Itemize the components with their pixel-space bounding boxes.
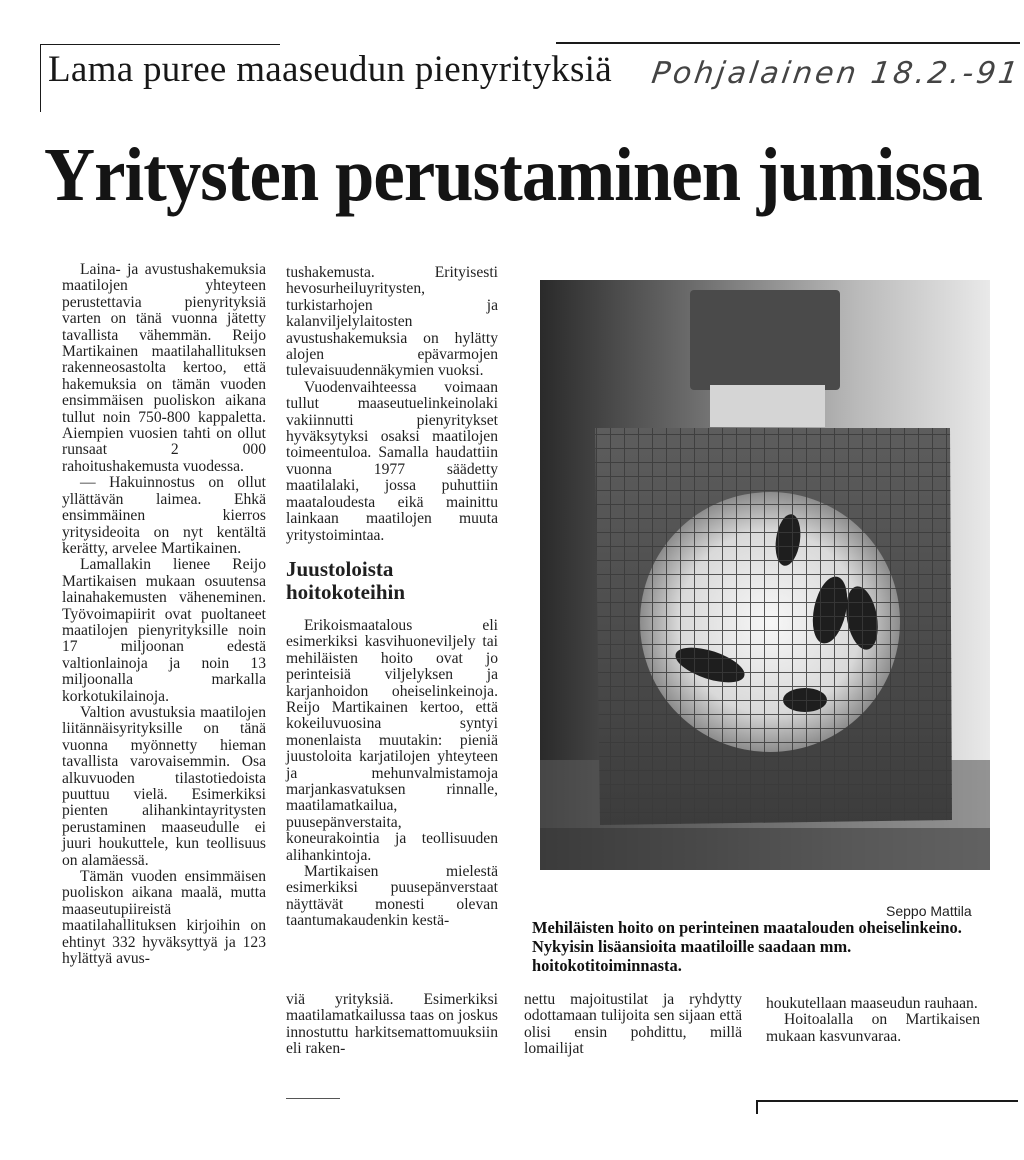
paragraph: Lamallakin lienee Reijo Martikaisen mukaan osuutensa lainahakemusten väheneminen. Työvoimapiirit ovat puoltaneet maatilojen pienyrityksille noin 17 miljoonan edestä valtionlainoja ja noin 13 miljoonalla markalla korkotukilainoja.	[62, 556, 266, 705]
beehive-photo	[540, 280, 990, 870]
body-column-3	[524, 992, 742, 1058]
paragraph: Martikaisen mielestä esimerkiksi puusepänverstaat näyttävät monesti olevan taantumakaudenkin kestä-	[286, 863, 498, 930]
photo-credit: Seppo Mattila	[886, 903, 972, 919]
paragraph: Hoitoalalla on Martikaisen mukaan kasvunvaraa.	[766, 1011, 980, 1045]
photo-caption: Mehiläisten hoito on perinteinen maatalouden oheiselinkeino. Nykyisin lisäansioita maatiloille saadaan mm. hoitokotitoiminnasta.	[532, 918, 962, 975]
top-rule-left	[40, 44, 280, 45]
paragraph: tushakemusta. Erityisesti hevosurheiluyritysten, turkistarhojen ja kalanviljelylaitosten avustushakemuksia on hylätty alojen epävarmojen tulevaisuudennäkymien vuoksi.	[286, 264, 498, 380]
photo-illustration	[540, 280, 990, 870]
left-margin-rule	[40, 44, 41, 112]
article-headline: Yritysten perustaminen jumissa	[44, 133, 983, 217]
paragraph: Laina- ja avustushakemuksia maatilojen yhteyteen perustettavia pienyrityksiä varten on tänä vuonna jätetty tavallista vähemmän. Reijo Martikainen maatilahallituksen rakenneosastolta kertoo, että hakemuksia on tämän vuoden ensimmäisen puoliskon aikana tullut noin 750-800 kappaletta. Aiempien vuosien tahti on ollut runsaat 2 000 rahoitushakemusta vuodessa.	[62, 261, 266, 475]
bottom-right-rule	[756, 1100, 1018, 1102]
paragraph: viä yrityksiä. Esimerkiksi maatilamatkailussa taas on joskus innostuttu harkitsemattomuuksiin eli raken-	[286, 991, 498, 1058]
paragraph: Valtion avustuksia maatilojen liitännäisyrityksille on tänä vuonna myönnetty hieman tavallista varovaisemmin. Osa alkuvuoden tilastotiedoista puuttuu vielä. Esimerkiksi pienten alihankintayritysten perustaminen maaseudulle ei juuri houkuttele, kun teollisuus on alamäessä.	[62, 703, 266, 869]
paragraph: Vuodenvaihteessa voimaan tullut maaseutuelinkeinolaki vakiinnutti pienyritykset hyväksytyksi osaksi maatilojen toimeentuloa. Samalla haudattiin vuonna 1977 säädetty maatilalaki, jossa puhuttiin maataloudesta eikä mainittu lainkaan maatilojen muuta yritystoimintaa.	[286, 378, 498, 544]
paragraph: houkutellaan maaseudun rauhaan.	[766, 995, 978, 1012]
handwritten-source-note: Pohjalainen 18.2.-91	[649, 56, 1024, 91]
body-column-4	[766, 996, 980, 1045]
article-kicker: Lama puree maaseudun pienyrityksiä	[48, 49, 612, 90]
body-column-2-continued	[286, 992, 498, 1058]
paragraph: — Hakuinnostus on ollut yllättävän laimea. Ehkä ensimmäinen kierros yritysideoita on nyt kentältä kerätty, arvelee Martikainen.	[62, 474, 266, 557]
sub-heading: Juustoloista hoitokoteihin	[286, 556, 406, 604]
bottom-right-tick	[756, 1100, 758, 1114]
body-column-2	[286, 265, 498, 930]
paragraph: nettu majoitustilat ja ryhdytty odottamaan tulijoita sen sijaan että olisi ensin pohdittu, millä lomailijat	[524, 991, 742, 1058]
top-rule-right	[556, 42, 1020, 44]
paragraph: Tämän vuoden ensimmäisen puoliskon aikana maalä, mutta maaseutupiireistä maatilahallituksen kirjoihin on ehtinyt 332 hyväksyttyä ja 123 hylättyä avus-	[62, 868, 266, 968]
column-end-dash	[286, 1098, 340, 1099]
body-column-1	[62, 262, 266, 967]
paragraph: Erikoismaatalous eli esimerkiksi kasvihuoneviljely tai mehiläisten hoito ovat jo perinteisiä viljelyksen ja karjanhoidon oheiselinkeinoja. Reijo Martikainen kertoo, että kokeiluvuosina syntyi monenlaista muutakin: pieniä juustoloita karjatilojen yhteyteen ja mehunvalmistamoja marjankasvatuksen rinnalle, maatilamatkailua, puusepänverstaita, koneurakointia ja teollisuuden alihankintoja.	[286, 616, 498, 864]
